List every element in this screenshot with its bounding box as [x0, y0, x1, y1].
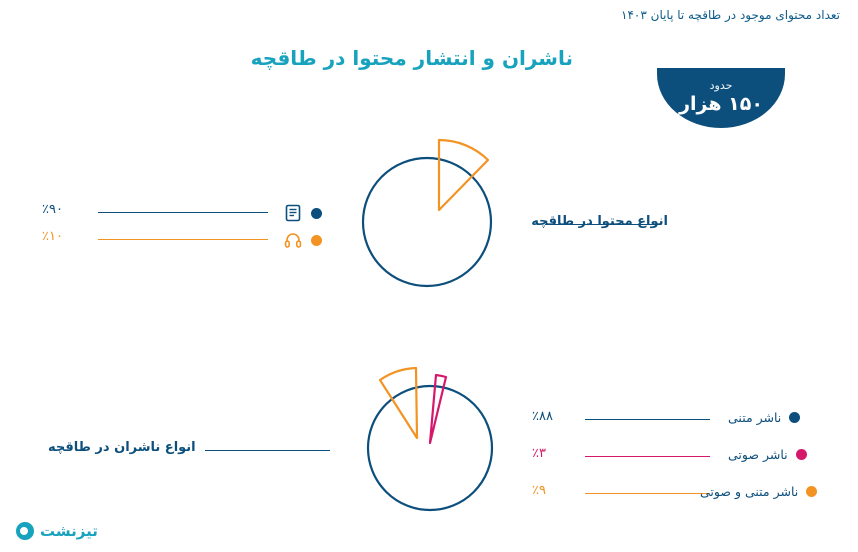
content-types-callout-label: انواع محتوا در طاقچه: [531, 214, 668, 229]
total-count-badge: [657, 68, 785, 128]
page-title: ناشران و انتشار محتوا در طاقچه: [250, 46, 573, 70]
legend-line-text-publisher: [585, 419, 710, 420]
legend-dot-orange: [311, 235, 322, 246]
badge-line-1: حدود: [709, 79, 733, 93]
legend-pct-audio-publisher: ٪۳: [532, 446, 546, 461]
legend-line-audio-content: [98, 239, 268, 240]
legend-line-text-content: [98, 212, 268, 213]
legend-label-audio-publisher: ناشر صوتی: [728, 447, 788, 462]
legend-label-text-publisher: ناشر متنی: [728, 410, 782, 425]
headphones-icon: [283, 230, 303, 250]
badge-line-2: ۱۵۰ هزار: [679, 92, 763, 115]
brand-logo: [16, 522, 98, 540]
legend-dot-pink-publisher: [796, 449, 807, 460]
legend-item-text-publisher: [728, 410, 800, 425]
legend-item-audio-publisher: [728, 447, 807, 462]
legend-label-mixed-publisher: ناشر متنی و صوتی: [700, 484, 799, 499]
legend-item-text-content: [283, 203, 322, 223]
legend-item-audio-content: [283, 230, 322, 250]
pie-slice-audio: [439, 140, 488, 210]
pie-slice-mixed-publisher: [380, 368, 417, 438]
legend-pct-text-publisher: ٪۸۸: [532, 409, 553, 424]
book-icon: [283, 203, 303, 223]
legend-pct-audio-content: ٪۱۰: [42, 229, 63, 244]
legend-dot-navy: [311, 208, 322, 219]
legend-item-mixed-publisher: [700, 484, 817, 499]
legend-dot-navy-publisher: [789, 412, 800, 423]
legend-line-mixed-publisher: [585, 493, 710, 494]
legend-pct-mixed-publisher: ٪۹: [532, 483, 546, 498]
brand-name: تیزنشت: [40, 522, 98, 540]
legend-dot-orange-publisher: [806, 486, 817, 497]
publisher-types-pie-chart: [330, 330, 540, 530]
content-types-pie-chart: [345, 118, 545, 318]
publisher-types-callout-line: [205, 450, 330, 451]
pie-slice-text-publisher: [368, 386, 492, 510]
publisher-types-callout-label: انواع ناشران در طاقچه: [48, 440, 196, 455]
header-note: تعداد محتوای موجود در طاقچه تا پایان ۱۴۰۳: [621, 8, 840, 22]
brand-mark-icon: [16, 522, 34, 540]
legend-line-audio-publisher: [585, 456, 710, 457]
legend-pct-text-content: ٪۹۰: [42, 202, 63, 217]
